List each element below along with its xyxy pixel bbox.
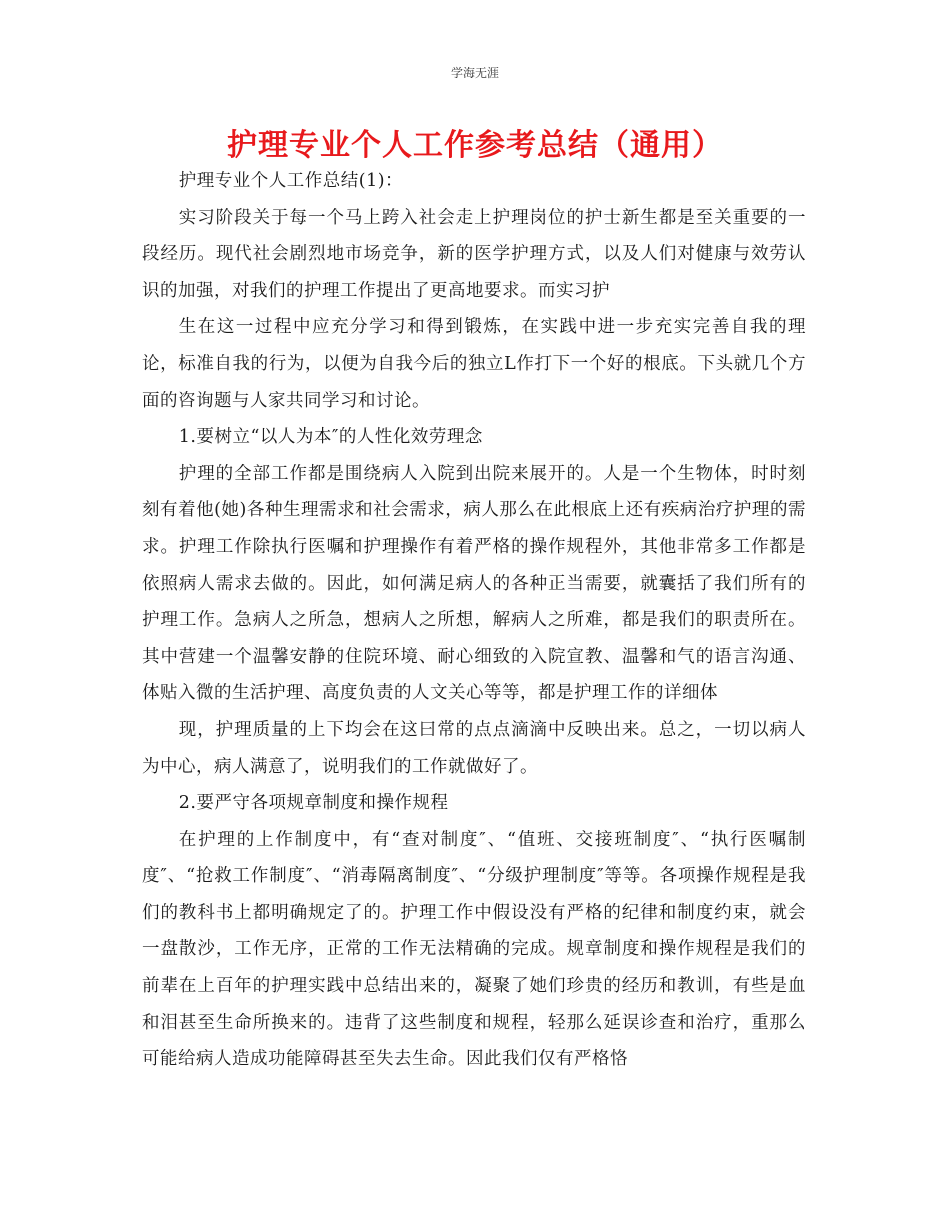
section-heading: 1.要树立“以人为本″的人性化效劳理念 (178, 427, 483, 448)
paragraph: 实习阶段关于每一个马上跨入社会走上护理岗位的护士新生都是至关重要的一段经历。现代社会剧烈地市场竞争，新的医学护理方式，以及人们对健康与效劳认识的加强，对我们的护理工作提出了更高地要求。而实习护 (142, 207, 806, 301)
paragraph: 现，护理质量的上下均会在这曰常的点点滴滴中反映出来。总之，一切以病人为中心，病人满意了，说明我们的工作就做好了。 (142, 719, 806, 777)
paragraph: 护理的全部工作都是围绕病人入院到出院来展开的。人是一个生物体，时时刻刻有着他(她)各种生理需求和社会需求，病人那么在此根底上还有疾病治疗护理的需求。护理工作除执行医嘱和护理操作有着严格的操作规程外，其他非常多工作都是依照病人需求去做的。因此，如何满足病人的各种正当需要，就囊括了我们所有的护理工作。急病人之所急，想病人之所想，解病人之所难，都是我们的职责所在。其中营建一个温馨安静的住院环境、耐心细致的入院宣教、温馨和气的语言沟通、体贴入微的生活护理、高度负责的人文关心等等，都是护理工作的详细体 (142, 463, 806, 704)
paragraph: 在护理的上作制度中，有“查对制度″、“值班、交接班制度″、“执行医嘱制度″、“抢救工作制度″、“消毒隔离制度″、“分级护理制度″等等。各项操作规程是我们的教科书上都明确规定了的。护理工作中假设没有严格的纪律和制度约束，就会一盘散沙，工作无序，正常的工作无法精确的完成。规章制度和操作规程是我们的前辈在上百年的护理实践中总结出来的，凝聚了她们珍贵的经历和教训，有些是血和泪甚至生命所换来的。违背了这些制度和规程，轻那么延误诊查和治疗，重那么可能给病人造成功能障碍甚至失去生命。因此我们仅有严格恪 (142, 829, 806, 1070)
page-header: 学海无涯 (450, 66, 499, 80)
document-body (142, 163, 806, 1078)
section-heading: 2.要严守各项规章制度和操作规程 (178, 793, 449, 814)
document-title: 护理专业个人工作参考总结（通用） (227, 128, 723, 163)
paragraph-subtitle: 护理专业个人工作总结(1)： (178, 171, 404, 191)
paragraph: 生在这一过程中应充分学习和得到锻炼，在实践中进一步充实完善自我的理论，标准自我的行为，以便为自我今后的独立L作打下一个好的根底。下头就几个方面的咨询题与人家共同学习和讨论。 (142, 317, 806, 411)
